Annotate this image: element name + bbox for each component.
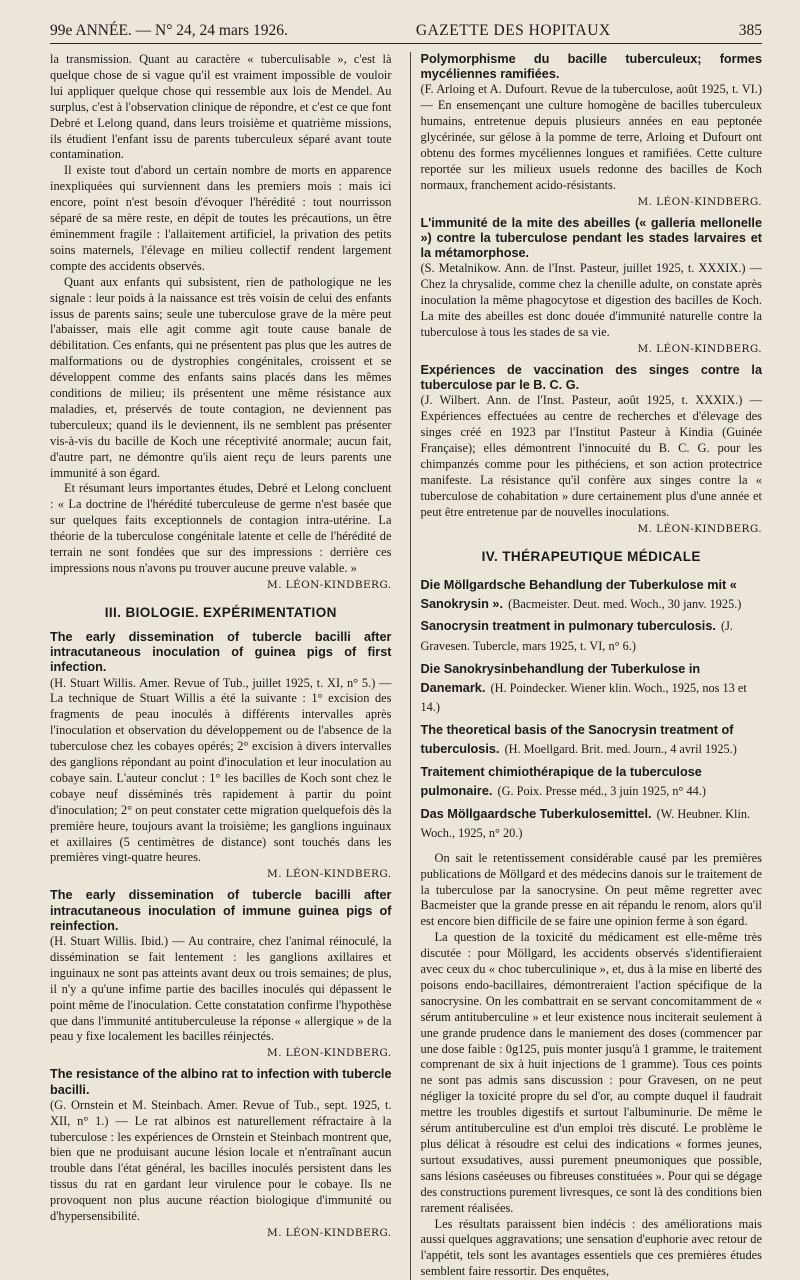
reference-entry xyxy=(421,574,763,613)
entry-body: (G. Ornstein et M. Steinbach. Amer. Revue of Tub., sept. 1925, t. XII, n° 1.) — Le rat albinos est naturellement réfractaire à la tuberculose : les expériences de Ornstein et Steinbach montrent que, bien que ne produisant aucune lésion locale et n'entraînant aucun trouble dans l'état général, les bacilles inoculés persistent dans les tissus du rat en gardant leur virulence pour le cobaye. Ils ne provoquent non plus aucune réaction biologique d'immunité ou d'hypersensibilité. xyxy=(50,1097,392,1224)
entry-title: The early dissemination of tubercle bacilli after intracutaneous inoculation of immune guinea pigs of reinfection. xyxy=(50,888,392,933)
author-signature: M. LÉON-KINDBERG. xyxy=(267,1227,392,1239)
reference-entry xyxy=(421,803,763,842)
entry-reference: (G. Poix. Presse méd., 3 juin 1925, n° 44.) xyxy=(497,783,706,798)
author-signature: M. LÉON-KINDBERG. xyxy=(637,195,762,208)
author-signature: M. LÉON-KINDBERG. xyxy=(267,1047,392,1060)
author-signature: M. LÉON-KINDBERG. xyxy=(267,578,392,591)
entry-body: (H. Stuart Willis. Amer. Revue of Tub., juillet 1925, t. XI, n° 5.) — La technique de Stuart Willis a été la suivante : 1° excision des fragments de peau inoculés à différents intervalles après l'inoculation et observation du développement ou de l'absence de la tuberculose chez les cobayes opérés; 2° excision à divers intervalles des ganglions répondant au point d'inoculation et leur inoculation au cobaye sain. L'auteur conclut : 1° les bacilles de Koch sont chez le cobaye neuf disséminés très rapidement à partir du point d'inoculation; 2° on peut constater cette migration quelquefois dès la première heure, toujours avant la troisième; les ganglions inguinaux et axillaires (5 centimètres de distance) sont touchés dans les premières vingt-quatre heures. xyxy=(50,675,392,865)
journal-title: GAZETTE DES HOPITAUX xyxy=(415,22,611,39)
author-signature: M. LÉON-KINDBERG. xyxy=(637,522,762,535)
entry-title: The resistance of the albino rat to infection with tubercle bacilli. xyxy=(50,1067,392,1097)
entry-body: (F. Arloing et A. Dufourt. Revue de la tuberculose, août 1925, t. VI.) — En ensemençant une culture homogène de bacilles tuberculeux humains, entretenue depuis plusieurs années en eau peptonée glycérinée, sur gélose à la pomme de terre, Arloing et Dufourt ont obtenu des formes mycéliennes longues et ramifiées. Cette culture reportée sur les milieux usuels redonne des bacilles de Koch normaux, franchement acido-résistants. xyxy=(420,82,762,192)
abstract-entry xyxy=(421,216,763,355)
page-header xyxy=(50,22,762,44)
paragraph: La question de la toxicité du médicament est elle-même très discutée : pour Möllgard, les accidents observés s'identifieraient avec ceux du « choc tuberculinique », et, dus à la mise en liberté des poisons endo-bacillaires, démontreraient l'action spécifique de la sanocrysine. On les combattrait en se servant concomitamment de « sérum antituberculine » et leur existence nous inciterait seulement à une grande prudence dans le maniement des doses (commencer par une dose faible : 0g125, puis monter jusqu'à 1 gramme, le traitement comprenant de six à huit injections de 1 gramme). Tous ces points ne sont pas admis sans discussion : pour Gravesen, on ne peut négliger la toxicité propre du sel d'or, au compte duquel il faudrait mettre les troubles digestifs et surtout l'albuminurie. De même le sérum antituberculine est d'un emploi très discuté. Le problème le plus délicat à résoudre est celui des indications « formes jeunes, surtout exsudatives, aussi purement pneumoniques que possible, sans lésions caséeuses ou fibreuses constituées ». Pour qui se dégage des constructions purement livresques, ce sont là des conditions bien rarement réalisées. xyxy=(420,930,762,1215)
abstract-entry xyxy=(50,1067,392,1239)
reference-entry xyxy=(421,719,763,758)
abstract-entry xyxy=(421,52,763,208)
entry-title: Traitement chimiothérapique de la tuberculose pulmonaire. xyxy=(420,764,702,798)
entry-title: Die Sanokrysinbehandlung der Tuberkulose in Danemark. xyxy=(420,661,701,695)
reference-entry xyxy=(421,761,763,800)
entry-body: (H. Stuart Willis. Ibid.) — Au contraire, chez l'animal réinoculé, la dissémination se fait lentement : les ganglions axillaires et inguinaux ne sont pas atteints avant deux ou trois semaines; de plus, il n'y a qu'une infime partie des bacilles inoculés qui dépassent le point même de l'inoculation. Cette constatation confirme l'hypothèse que dans l'immunité antituberculeuse la réponse « allergique » de la peau y fixe localement les bacilles réinjectés. xyxy=(50,934,392,1044)
section-heading-biologie: III. BIOLOGIE. EXPÉRIMENTATION xyxy=(104,604,337,620)
reference-entry xyxy=(421,615,763,654)
right-column xyxy=(410,52,763,1280)
reference-entry xyxy=(421,658,763,716)
entry-title: The early dissemination of tubercle bacilli after intracutaneous inoculation of guinea pigs of first infection. xyxy=(50,629,392,675)
section-heading-therapeutique: IV. THÉRAPEUTIQUE MÉDICALE xyxy=(481,548,701,564)
entry-title: Expériences de vaccination des singes contre la tuberculose par le B. C. G. xyxy=(420,362,762,393)
entry-reference: (Bacmeister. Deut. med. Woch., 30 janv. 1925.) xyxy=(508,596,742,611)
author-signature: M. LÉON-KINDBERG. xyxy=(267,868,392,881)
paragraph: Quant aux enfants qui subsistent, rien de pathologique ne les signale : leur poids à la naissance est très voisin de celui des enfants issus de parents sains; seule une tuberculose grave de la mère peut l'abaisser, mais elle agit comme agit toute cause banale de débilitation. Ces enfants, qui ne présentent pas plus que les autres de malformations ou de dystrophies congénitales, croissent et se développent comme des enfants sains placés dans les mêmes conditions de milieu; ils présentent une même résistance aux maladies, et, préservés de toute contagion, ne deviennent pas tuberculeux; quand ils le deviennent, ils ne semblent pas présenter vis-à-vis du bacille de Koch une réceptivité anormale; aucun fait, d'autre part, ne démontre qu'ils aient reçu de leurs parents une immunité à son égard. xyxy=(50,274,392,480)
abstract-entry xyxy=(421,363,763,535)
entry-body: (S. Metalnikow. Ann. de l'Inst. Pasteur, juillet 1925, t. XXXIX.) — Chez la chrysalide, comme chez la chenille adulte, on constate après inoculation la même phagocytose et digestion des bacilles de Koch. La mite des abeilles est donc douée d'immunité naturelle contre la tuberculose à tous les stades de sa vie. xyxy=(420,261,762,339)
abstract-entry xyxy=(50,630,392,880)
paragraph: On sait le retentissement considérable causé par les premières publications de Möllgard et des médecins danois sur le traitement de la tuberculose par la sanocrysine. On peut même regretter avec Bacmeister que la grande presse en ait répandu le renom, alors qu'il est encore bien difficile de se faire une opinion ferme à son égard. xyxy=(420,850,762,929)
author-signature: M. LÉON-KINDBERG. xyxy=(637,342,762,355)
entry-body: (J. Wilbert. Ann. de l'Inst. Pasteur, août 1925, t. XXXIX.) — Expériences effectuées au centre de recherches et d'élevage des singes créé en 1923 par l'Institut Pasteur à Kindia (Guinée Française); elles démontrent l'innocuité du B. C. G. pour les chimpanzés comme pour les pithéciens, et son action protectrice manifeste. La résistance qu'il confère aux singes contre la « tuberculose de cohabitation » dure certainement plus d'une année et peut être entretenue par de nouvelles inoculations. xyxy=(420,393,762,519)
entry-title: The theoretical basis of the Sanocrysin treatment of tuberculosis. xyxy=(420,722,734,757)
entry-title: Die Möllgardsche Behandlung der Tuberkulose mit « Sanokrysin ». xyxy=(420,577,737,611)
paragraph: Il existe tout d'abord un certain nombre de morts en apparence inexpliquées qui surviennent dans les premiers mois : mais ici encore, point n'est besoin d'évoquer l'hérédité : tout nourrisson séparé de sa mère reste, en dépit de toutes les précautions, un être éminemment fragile : l'allaitement artificiel, la privation des petits soins maternels, l'élevage en milieu collectif rendent largement compte des accidents observés. xyxy=(50,163,392,273)
paragraph: Les résultats paraissent bien indécis : des améliorations mais aussi quelques aggravations; une sensation d'euphorie avec retour de l'appétit, tels sont les avantages essentiels que ces premières études semblent faire ressortir. Des enquêtes, xyxy=(420,1216,762,1279)
entry-reference: (H. Poindecker. Wiener klin. Woch., 1925, nos 13 et 14.) xyxy=(420,680,747,715)
paragraph: la transmission. Quant au caractère « tuberculisable », c'est là quelque chose de si vague qu'il est vraiment impossible de vouloir lui appliquer quelque chose qui ressemble aux lois de Mendel. Au surplus, c'est à l'observation clinique de répondre, et c'est ce que font Debré et Lelong quand, dans leurs troisième et quatrième missions, ils étudient l'enfant issu de parents tuberculeux séparé avant toute contamination. xyxy=(50,52,392,162)
two-column-body xyxy=(50,52,762,1280)
page-number: 385 xyxy=(738,22,762,39)
entry-title: Das Möllgaardsche Tuberkulosemittel. xyxy=(420,806,652,821)
entry-title: Polymorphisme du bacille tuberculeux; formes mycéliennes ramifiées. xyxy=(420,52,762,82)
abstract-entry xyxy=(50,888,392,1059)
paragraph: Et résumant leurs importantes études, Debré et Lelong concluent : « La doctrine de l'hérédité tuberculeuse de germe n'est basée que sur quelques faits exceptionnels de contagion intra-utérine. La théorie de la tuberculose congénitale latente et celle de l'hérédité de terrain ne sont fondées que sur des impressions : derrière ces impressions nous n'avons pu trouver aucune preuve valable. » xyxy=(50,481,392,575)
entry-reference: (H. Moellgard. Brit. med. Journ., 4 avril 1925.) xyxy=(504,742,737,757)
issue-line: 99e ANNÉE. — N° 24, 24 mars 1926. xyxy=(50,22,288,39)
entry-reference: (J. Gravesen. Tubercle, mars 1925, t. VI, n° 6.) xyxy=(420,619,733,653)
left-column xyxy=(50,52,396,1280)
entry-title: L'immunité de la mite des abeilles (« galleria mellonelle ») contre la tuberculose pendant les stades larvaires et la métamorphose. xyxy=(420,215,762,261)
entry-title: Sanocrysin treatment in pulmonary tuberculosis. xyxy=(420,619,716,634)
entry-reference: (W. Heubner. Klin. Woch., 1925, n° 20.) xyxy=(420,806,751,841)
